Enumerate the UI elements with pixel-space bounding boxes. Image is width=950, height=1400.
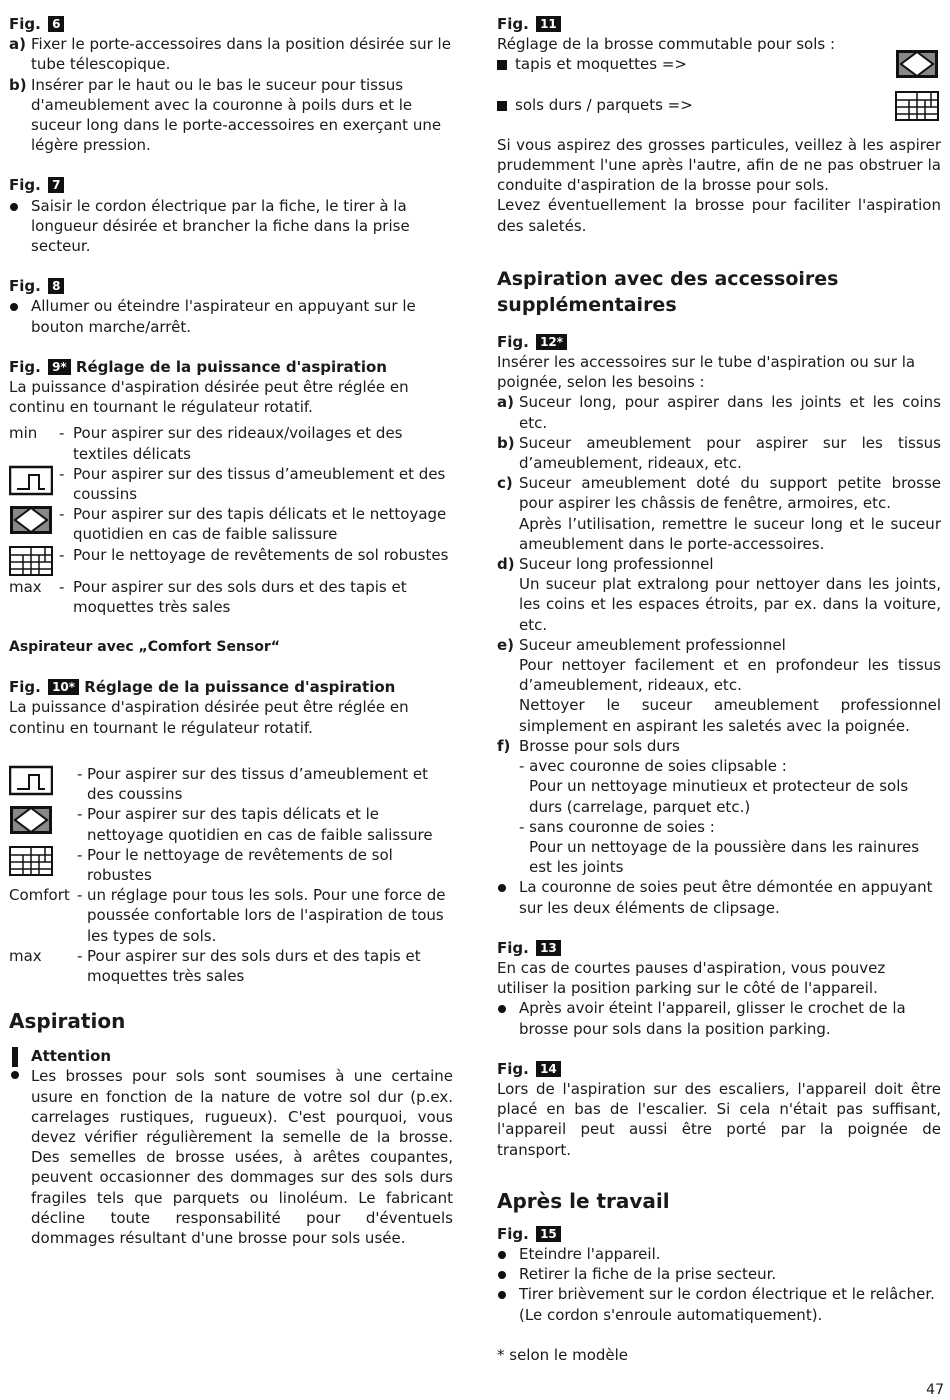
- setting-row-hard-floor: - Pour le nettoyage de revêtements de sol robustes: [9, 845, 453, 885]
- setting-row-max: max - Pour aspirer sur des sols durs et des tapis et moquettes très sales: [9, 577, 407, 616]
- list-item: c) Suceur ameublement doté du support petite brosse pour aspirer les châssis de fenêtre, armoires, etc.: [497, 474, 941, 513]
- hard-floor-setting-icon: [9, 545, 53, 577]
- sub-item-note: Pour un nettoyage de la poussière dans les rainures est les joints: [529, 837, 920, 877]
- fig-14-heading: Fig. 14: [497, 1059, 941, 1079]
- footnote: * selon le modèle: [497, 1345, 629, 1364]
- bullet-item: Retirer la fiche de la prise secteur.: [497, 1264, 941, 1284]
- list-item: a) Suceur long, pour aspirer dans les joints et les coins etc.: [497, 393, 941, 432]
- fig-10-heading: Fig. 10* Réglage de la puissance d'aspiration: [9, 678, 396, 697]
- fig-11-paragraph: Si vous aspirez des grosses particules, veillez à les aspirer prudemment l'une après l'autre, afin de ne pas obstruer la conduite d'aspiration de la brosse pour sols.: [497, 135, 941, 195]
- fig-13-intro: En cas de courtes pauses d'aspiration, vous pouvez utiliser la position parking sur le côté de l'appareil.: [497, 958, 886, 998]
- bullet-item: La couronne de soies peut être démontée en appuyant sur les deux éléments de clipsage.: [497, 877, 941, 917]
- attention-text: Les brosses pour sols sont soumises à une certaine usure en fonction de la nature de votre sol dur (p.ex. carrelages rustiques, rugueux). C'est pourquoi, vous devez vérifier régulièrement la semelle de la brosse. Des semelles de brosse usées, à arêtes coupantes, peuvent occasionner des dommages sur des sols durs fragiles tels que parquets ou linoléum. Le fabricant décline toute responsabilité pour d'éventuels dommages résultant d'une brosse pour sols usée.: [31, 1067, 453, 1247]
- bullet-icon: [498, 884, 506, 892]
- list-item: d) Suceur long professionnel: [497, 555, 714, 574]
- fig-11-paragraph: Levez éventuellement la brosse pour faciliter l'aspiration des saletés.: [497, 196, 941, 235]
- hard-floor-setting-icon: [9, 845, 53, 877]
- fig-11-settings: [497, 34, 941, 115]
- upholstery-setting-icon: [9, 464, 53, 496]
- list-item-note: Un suceur plat extralong pour nettoyer dans les joints, les coins et les espaces étroits, par ex. dans la voiture, etc.: [519, 575, 941, 634]
- fig-9-heading: Fig. 9* Réglage de la puissance d'aspiration: [9, 357, 387, 376]
- attention-title: Attention: [31, 1047, 112, 1066]
- list-item: b) Insérer par le haut ou le bas le suceur pour tissus d'ameublement avec la couronne à poils durs et le suceur long dans le porte-accessoires en exerçant une légère pression.: [9, 75, 442, 155]
- bullet-item: Eteindre l'appareil.: [497, 1244, 941, 1264]
- fig-7-heading: Fig. 7: [9, 175, 453, 195]
- bullet-item: Allumer ou éteindre l'aspirateur en appuyant sur le bouton marche/arrêt.: [9, 296, 453, 336]
- setting-row-min: min - Pour aspirer sur des rideaux/voilages et des textiles délicats: [9, 424, 403, 463]
- sub-item: - avec couronne de soies clipsable :: [519, 757, 787, 776]
- bullet-icon: [10, 303, 18, 311]
- bullet-item: Tirer brièvement sur le cordon électrique et le relâcher. (Le cordon s'enroule automatiquement).: [497, 1284, 941, 1324]
- fig-14-text: Lors de l'aspiration sur des escaliers, l'appareil doit être placé en bas de l'escalier. Si cela n'était pas suffisant, l'appareil peut aussi être porté par la poignée de transport.: [497, 1079, 941, 1159]
- fig-10-settings: [9, 764, 453, 986]
- bullet-icon: [498, 1251, 506, 1259]
- exclamation-icon: [9, 1046, 21, 1080]
- fig-number: 6: [48, 16, 64, 32]
- upholstery-setting-icon: [9, 764, 53, 796]
- bullet-icon: [10, 203, 18, 211]
- list-item: f) Brosse pour sols durs: [497, 736, 680, 755]
- bullet-item: Saisir le cordon électrique par la fiche, le tirer à la longueur désirée et brancher la fiche dans la prise secteur.: [9, 196, 453, 257]
- fig-11-intro: Réglage de la brosse commutable pour sols :: [497, 35, 836, 54]
- fig-9-settings: [9, 423, 453, 617]
- section-title-after-work: Après le travail: [497, 1188, 670, 1213]
- bullet-icon: [498, 1271, 506, 1279]
- list-item-note: Nettoyer le suceur ameublement professionnel simplement en aspirant les saletés avec la poignée.: [519, 696, 941, 735]
- sub-item: - sans couronne de soies :: [519, 817, 715, 836]
- fig-13-heading: Fig. 13: [497, 938, 941, 958]
- fig-8-heading: Fig. 8: [9, 276, 453, 296]
- option-hard-floor: sols durs / parquets =>: [497, 95, 941, 115]
- fig-12-heading: Fig. 12*: [497, 332, 941, 352]
- fig-6-heading: Fig. 6: [9, 14, 453, 34]
- carpet-setting-icon: [9, 804, 53, 836]
- attention-box: [9, 1046, 453, 1248]
- square-bullet-icon: [497, 60, 507, 70]
- sub-item-note: Pour un nettoyage minutieux et protecteur de sols durs (carrelage, parquet etc.): [529, 777, 909, 816]
- fig-11-heading: Fig. 11: [497, 14, 941, 34]
- setting-row-upholstery: - Pour aspirer sur des tissus d’ameublement et des coussins: [9, 464, 453, 504]
- square-bullet-icon: [497, 101, 507, 111]
- setting-row-carpet: - Pour aspirer sur des tapis délicats et le nettoyage quotidien en cas de faible salissure: [9, 504, 453, 544]
- setting-row-carpet: - Pour aspirer sur des tapis délicats et le nettoyage quotidien en cas de faible salissure: [9, 804, 453, 844]
- page-number: 47: [926, 1382, 944, 1398]
- comfort-sensor-heading: Aspirateur avec „Comfort Sensor“: [9, 639, 280, 656]
- hard-floor-setting-icon: [895, 90, 939, 122]
- bullet-icon: [498, 1291, 506, 1299]
- carpet-setting-icon: [9, 504, 53, 536]
- bullet-icon: [498, 1005, 506, 1013]
- setting-row-upholstery: - Pour aspirer sur des tissus d’ameublement et des coussins: [9, 764, 453, 804]
- option-carpet: tapis et moquettes =>: [497, 54, 941, 74]
- fig-10-intro: La puissance d'aspiration désirée peut être réglée en continu en tournant le régulateur rotatif.: [9, 698, 409, 737]
- setting-row-max: max - Pour aspirer sur des sols durs et des tapis et moquettes très sales: [9, 946, 421, 985]
- left-column: [9, 14, 453, 1248]
- section-title-accessories: Aspiration avec des accessoires supplémentaires: [497, 267, 839, 316]
- list-item: b) Suceur ameublement pour aspirer sur les tissus d’ameublement, rideaux, etc.: [497, 433, 941, 473]
- right-column: [497, 14, 941, 1365]
- fig-9-intro: La puissance d'aspiration désirée peut être réglée en continu en tournant le régulateur rotatif.: [9, 378, 409, 417]
- bullet-item: Après avoir éteint l'appareil, glisser le crochet de la brosse pour sols dans la position parking.: [497, 998, 941, 1038]
- list-item-note: Pour nettoyer facilement et en profondeur les tissus d’ameublement, rideaux, etc.: [519, 656, 941, 695]
- list-item-note: Après l’utilisation, remettre le suceur long et le suceur ameublement dans le porte-accessoires.: [519, 514, 941, 553]
- carpet-setting-icon: [895, 48, 939, 80]
- list-item: e) Suceur ameublement professionnel: [497, 635, 786, 654]
- setting-row-hard-floor: - Pour le nettoyage de revêtements de sol robustes: [9, 545, 453, 577]
- fig-12-intro: Insérer les accessoires sur le tube d'aspiration ou sur la poignée, selon les besoins :: [497, 353, 916, 392]
- list-item: a) Fixer le porte-accessoires dans la position désirée sur le tube télescopique.: [9, 35, 451, 74]
- setting-row-comfort: Comfort - un réglage pour tous les sols. Pour une force de poussée confortable lors de l'aspiration de tous les types de sols.: [9, 886, 446, 945]
- fig-15-heading: Fig. 15: [497, 1224, 941, 1244]
- section-title-aspiration: Aspiration: [9, 1009, 126, 1034]
